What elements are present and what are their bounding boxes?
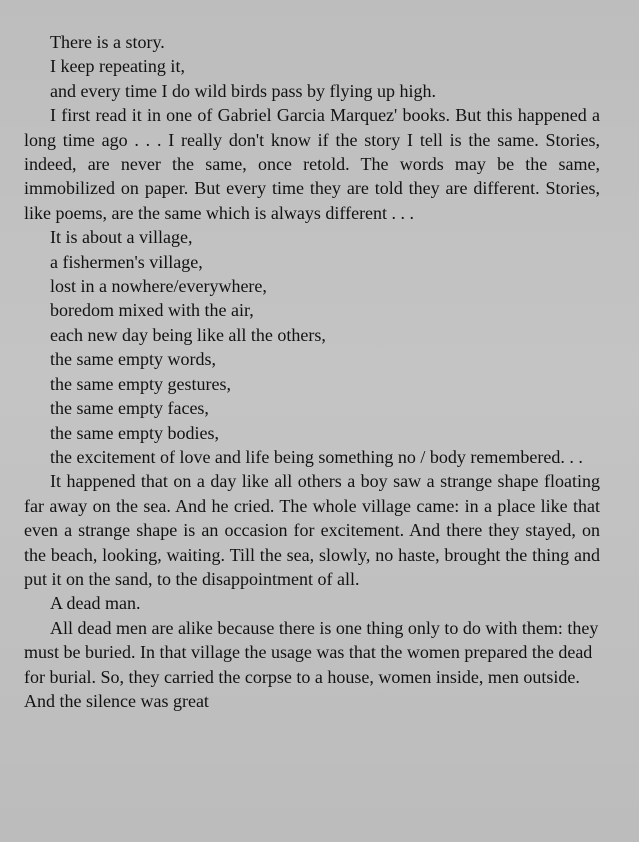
prose-paragraph: It happened that on a day like all others a boy saw a strange shape floating far away on the sea. And he cried. The whole village came: in a place like that even a strange shape is an occasion for excitement. And there they stayed, on the beach, looking, waiting. Till the sea, slowly, no haste, brought the thing and put it on the sand, to the disappointment of all. [24, 471, 600, 589]
verse-line: the same empty faces, [50, 398, 209, 419]
verse-line: lost in a nowhere/everywhere, [50, 276, 267, 297]
verse-line: A dead man. [50, 593, 141, 614]
verse-line: a fishermen's village, [50, 251, 203, 272]
prose-paragraph: the excitement of love and life being something no / body remembered. . . [50, 446, 583, 467]
verse-line: and every time I do wild birds pass by flying up high. [50, 80, 436, 101]
verse-line: I keep repeating it, [50, 56, 185, 77]
verse-line: the same empty gestures, [50, 373, 231, 394]
verse-line: It is about a village, [50, 227, 193, 248]
prose-paragraph: I first read it in one of Gabriel Garcia Marquez' books. But this happened a long time ago . . . I really don't know if the story I tell is the same. Stories, indeed, are never the same, once retold. The words may be the same, immobilized on paper. But every time they are told they are different. Stories, like poems, are the same which is always different . . . [24, 105, 600, 223]
verse-line: boredom mixed with the air, [50, 300, 254, 321]
verse-line: There is a story. [50, 32, 165, 52]
verse-line: the same empty bodies, [50, 422, 219, 443]
page-body-text [24, 30, 600, 713]
verse-line: each new day being like all the others, [50, 324, 326, 345]
verse-line: the same empty words, [50, 349, 216, 370]
prose-paragraph: All dead men are alike because there is one thing only to do with them: they must be buried. In that village the usage was that the women prepared the dead for burial. So, they carried the corpse to a house, women inside, men outside. And the silence was great [24, 617, 599, 711]
